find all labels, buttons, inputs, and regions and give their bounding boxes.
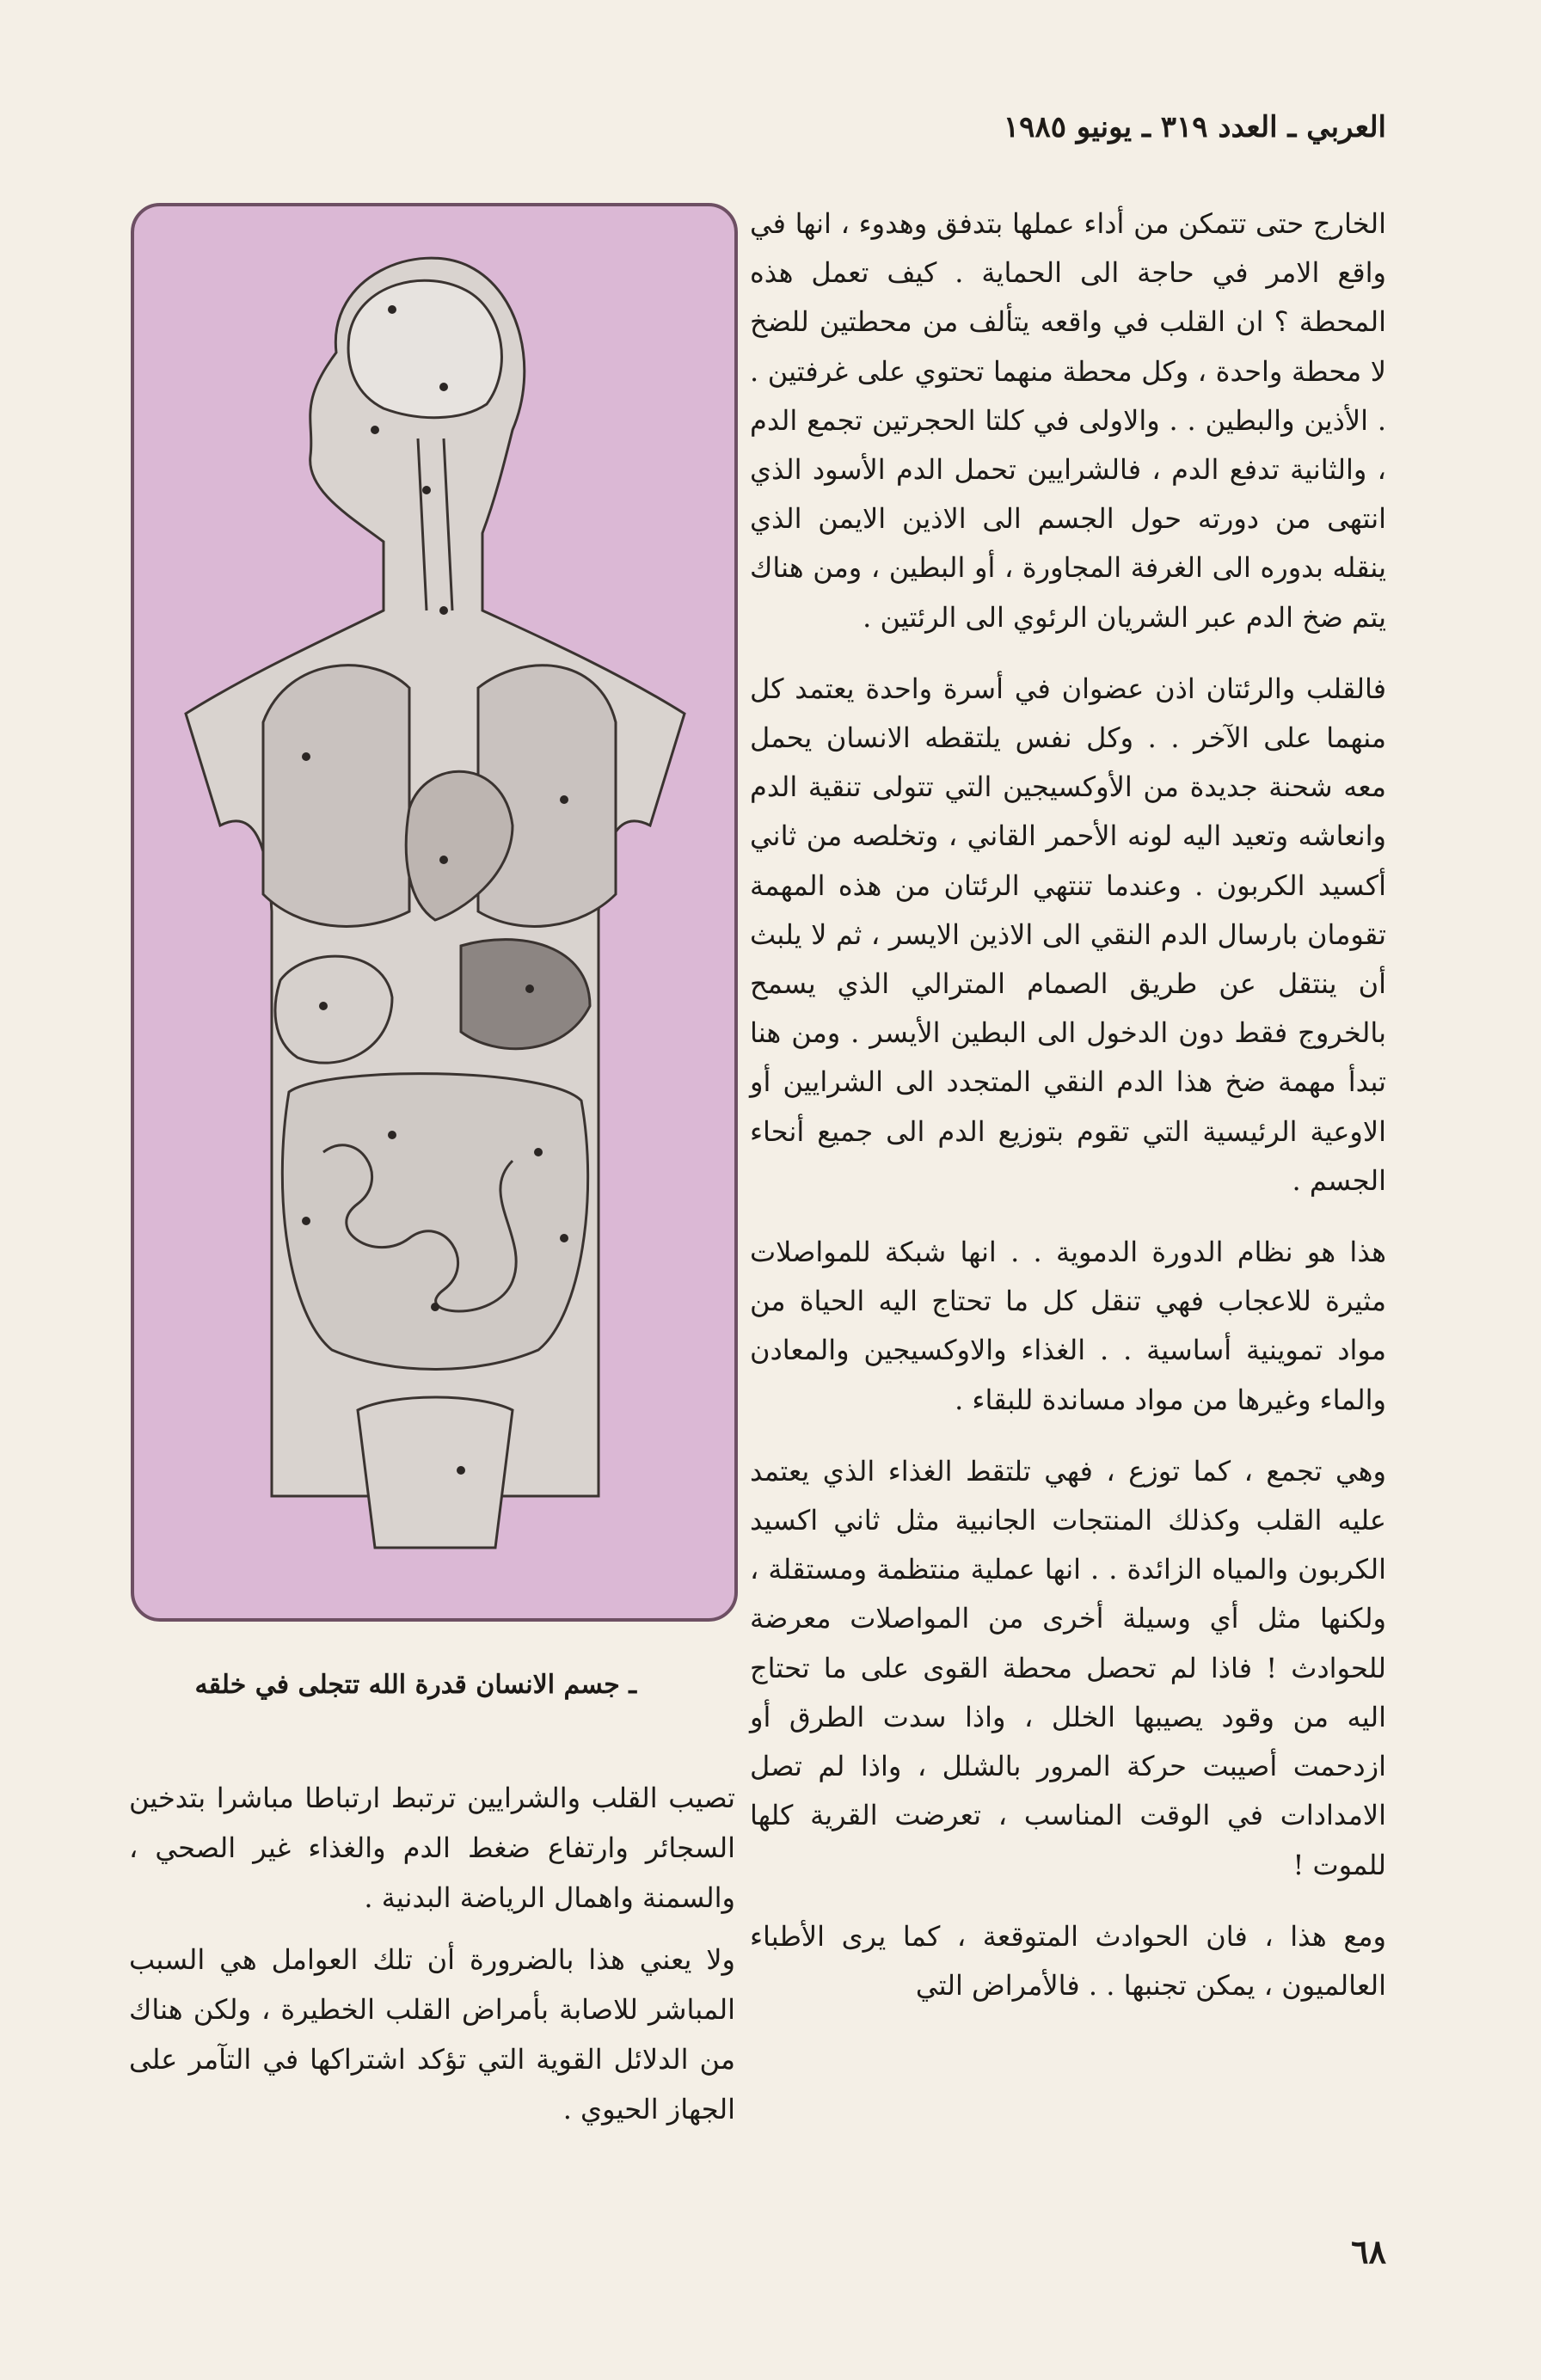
label-dot [457, 1466, 465, 1475]
label-dot [388, 1131, 396, 1139]
label-dot [422, 486, 431, 494]
label-dot [439, 856, 448, 864]
label-dot [371, 426, 379, 434]
label-dot [534, 1148, 543, 1156]
skull-shape [348, 280, 501, 417]
paragraph: تصيب القلب والشرايين ترتبط ارتباطا مباشرا بتدخين السجائر وارتفاع ضغط الدم والغذاء غير الصحي ، والسمنة واهمال الرياضة البدنية . [129, 1782, 735, 1914]
paragraph: فالقلب والرئتان اذن عضوان في أسرة واحدة يعتمد كل منهما على الآخر . . وكل نفس يلتقطه الانسان يحمل معه شحنة جديدة من الأوكسيجين التي تتولى تنقية الدم وانعاشه وتعيد اليه لونه الأحمر القاني ، وتخلصه من ثاني أكسيد الكربون . وعندما تنتهي الرئتان من هذه المهمة تقومان بارسال الدم النقي الى الاذين الايسر ، ثم لا يلبث أن ينتقل عن طريق الصمام المترالي الذي يسمح بالخروج فقط دون الدخول الى البطين الأيسر . ومن هنا تبدأ مهمة ضخ هذا الدم النقي المتجدد الى الشرايين أو الاوعية الرئيسية التي تقوم بتوزيع الدم الى جميع أنحاء الجسم . [750, 672, 1387, 1197]
paragraph: ولا يعني هذا بالضرورة أن تلك العوامل هي السبب المباشر للاصابة بأمراض القلب الخطيرة ، ولكن هناك من الدلائل القوية التي تؤكد اشتراكها في التآمر على الجهاز الحيوي . [129, 1943, 735, 2125]
label-dot [431, 1303, 439, 1311]
pelvis-shape [358, 1397, 513, 1548]
label-dot [560, 795, 568, 804]
paragraph: ومع هذا ، فان الحوادث المتوقعة ، كما يرى الأطباء العالميون ، يمكن تجنبها . . فالأمراض التي [750, 1919, 1386, 2002]
paragraph: الخارج حتى تتمكن من أداء عملها بتدفق وهدوء ، انها في واقع الامر في حاجة الى الحماية . كيف تعمل هذه المحطة ؟ ان القلب في واقعه يتألف من محطتين للضخ لا محطة واحدة ، وكل محطة منهما تحتوي على غرفتين . . الأذين والبطين . . والاولى في كلتا الحجرتين تجمع الدم ، والثانية تدفع الدم ، فالشرايين تحمل الدم الأسود الذي انتهى من دورته حول الجسم الى الاذين الايمن الذي ينقله بدوره الى الغرفة المجاورة ، أو البطين ، ومن هناك يتم ضخ الدم عبر الشريان الرئوي الى الرئتين . [750, 207, 1387, 634]
label-dot [302, 1217, 310, 1225]
page-number: ٦٨ [1351, 2232, 1386, 2271]
anatomy-figure [131, 203, 738, 1622]
figure-caption: ـ جسم الانسان قدرة الله تتجلى في خلقه [194, 1670, 636, 1700]
left-lung [263, 666, 409, 927]
label-dot [439, 383, 448, 391]
label-dot [388, 305, 396, 314]
label-dot [525, 985, 534, 993]
label-dot [302, 752, 310, 761]
label-dot [439, 606, 448, 615]
paragraph: هذا هو نظام الدورة الدموية . . انها شبكة للمواصلات مثيرة للاعجاب فهي تنقل كل ما تحتاج اليه الحياة من مواد تموينية أساسية . . الغذاء والاوكسيجين والمعادن والماء وغيرها من مواد مساندة للبقاء . [750, 1236, 1387, 1416]
paragraph: وهي تجمع ، كما توزع ، فهي تلتقط الغذاء الذي يعتمد عليه القلب وكذلك المنتجات الجانبية مثل ثاني اكسيد الكربون والمياه الزائدة . . انها عملية منتظمة ومستقلة ، ولكنها مثل أي وسيلة أخرى من المواصلات معرضة للحوادث ! فاذا لم تحصل محطة القوى على ما تحتاج اليه من وقود يصيبها الخلل ، واذا سدت الطرق أو ازدحمت أصيبت حركة المرور بالشلل ، واذا لم تصل الامدادات في الوقت المناسب ، تعرضت القرية كلها للموت ! [750, 1454, 1386, 1881]
right-text-column [750, 199, 1386, 2010]
left-text-column [129, 1773, 735, 2134]
running-header: العربي ـ العدد ٣١٩ ـ يونيو ١٩٨٥ [1003, 110, 1386, 144]
label-dot [560, 1234, 568, 1242]
anatomy-illustration [134, 206, 734, 1618]
label-dot [319, 1002, 328, 1010]
intestines-shape [282, 1074, 587, 1370]
